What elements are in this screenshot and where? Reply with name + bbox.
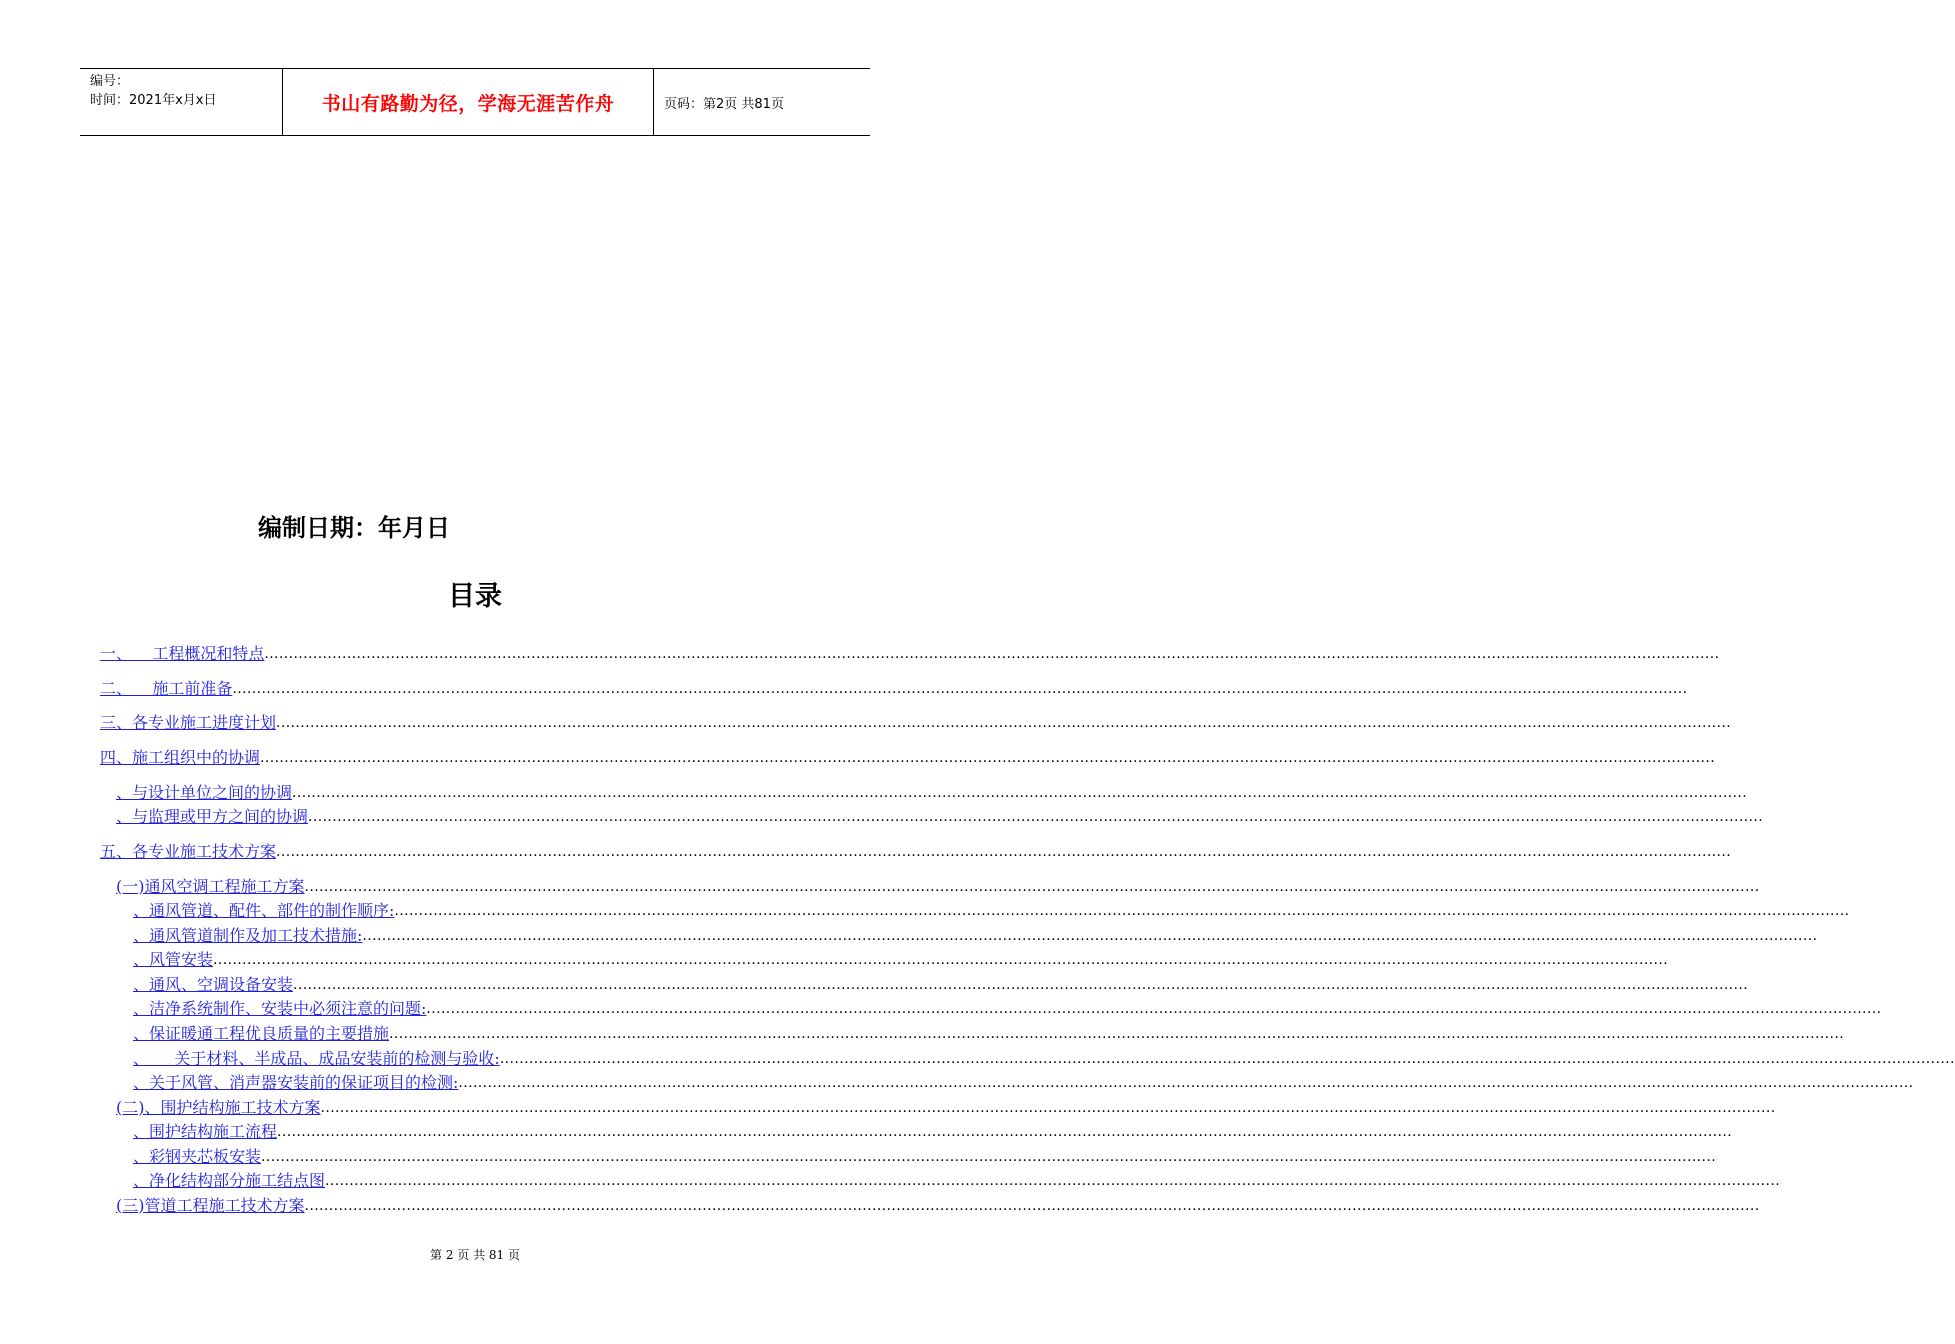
toc-entry[interactable] xyxy=(133,1022,1845,1044)
motto-text: 书山有路勤为径，学海无涯苦作舟 xyxy=(321,92,615,115)
toc-leader: ............................................................................................................................................................................................................................................................................................................ xyxy=(426,1001,1882,1017)
toc-link[interactable]: 、通风管道、配件、部件的制作顺序: xyxy=(133,901,395,920)
toc-entry[interactable] xyxy=(133,1120,1733,1142)
toc-leader: ............................................................................................................................................................................................................................................................................................................ xyxy=(292,785,1748,801)
toc-leader: ............................................................................................................................................................................................................................................................................................................ xyxy=(276,844,1732,860)
toc-entry[interactable] xyxy=(116,1096,1776,1118)
header-motto-cell xyxy=(282,69,654,135)
toc-entry[interactable] xyxy=(100,711,1732,733)
toc-entry[interactable] xyxy=(133,1071,1914,1093)
toc-entry[interactable] xyxy=(133,997,1882,1019)
number-label: 编号： xyxy=(90,74,130,89)
page-header xyxy=(80,68,870,136)
toc-leader: ............................................................................................................................................................................................................................................................................................................ xyxy=(304,1198,1760,1214)
toc-link[interactable]: 二、 施工前准备 xyxy=(100,679,233,698)
toc-leader: ............................................................................................................................................................................................................................................................................................................ xyxy=(320,1100,1776,1116)
toc-leader: ............................................................................................................................................................................................................................................................................................................ xyxy=(276,715,1732,731)
toc-link[interactable]: 、关于风管、消声器安装前的保证项目的检测: xyxy=(133,1073,459,1092)
toc-link[interactable]: 、与监理或甲方之间的协调 xyxy=(116,807,309,826)
toc-link[interactable]: 四、施工组织中的协调 xyxy=(100,748,261,767)
toc-entry[interactable] xyxy=(116,875,1760,897)
toc-entry[interactable] xyxy=(133,899,1850,921)
toc-link[interactable]: 五、各专业施工技术方案 xyxy=(100,842,277,861)
toc-link[interactable]: 、保证暖通工程优良质量的主要措施 xyxy=(133,1024,390,1043)
toc-entry[interactable] xyxy=(133,924,1818,946)
toc-leader: ............................................................................................................................................................................................................................................................................................................ xyxy=(362,928,1818,944)
toc-entry[interactable] xyxy=(133,973,1749,995)
toc-title: 目录 xyxy=(448,581,502,612)
toc-entry[interactable] xyxy=(100,840,1732,862)
toc-leader: ............................................................................................................................................................................................................................................................................................................ xyxy=(264,646,1720,662)
toc-leader: ............................................................................................................................................................................................................................................................................................................ xyxy=(304,879,1760,895)
toc-entry[interactable] xyxy=(116,805,1764,827)
toc-leader: ............................................................................................................................................................................................................................................................................................................ xyxy=(499,1051,1955,1067)
toc-link[interactable]: (三)管道工程施工技术方案 xyxy=(116,1196,305,1215)
toc-leader: ............................................................................................................................................................................................................................................................................................................ xyxy=(261,1149,1717,1165)
toc-link[interactable]: 、风管安装 xyxy=(133,950,214,969)
toc-link[interactable]: 、洁净系统制作、安装中必须注意的问题: xyxy=(133,999,427,1018)
toc-entry[interactable] xyxy=(116,1194,1760,1216)
toc-leader: ............................................................................................................................................................................................................................................................................................................ xyxy=(260,750,1716,766)
toc-entry[interactable] xyxy=(100,642,1720,664)
compile-date: 编制日期：年月日 xyxy=(258,514,450,542)
toc-link[interactable]: 、净化结构部分施工结点图 xyxy=(133,1171,326,1190)
toc-link[interactable]: 、通风管道制作及加工技术措施: xyxy=(133,926,363,945)
toc-link[interactable]: 、彩钢夹芯板安装 xyxy=(133,1147,262,1166)
toc-leader: ............................................................................................................................................................................................................................................................................................................ xyxy=(213,952,1669,968)
toc-entry[interactable] xyxy=(100,746,1716,768)
toc-entry[interactable] xyxy=(133,1169,1781,1191)
toc-entry[interactable] xyxy=(133,1145,1717,1167)
time-label: 时间：2021年x月x日 xyxy=(90,93,217,108)
toc-leader: ............................................................................................................................................................................................................................................................................................................ xyxy=(325,1173,1781,1189)
toc-leader: ............................................................................................................................................................................................................................................................................................................ xyxy=(277,1124,1733,1140)
toc-leader: ............................................................................................................................................................................................................................................................................................................ xyxy=(293,977,1749,993)
header-page-info: 页码：第2页 共81页 xyxy=(664,96,784,112)
toc-link[interactable]: 、围护结构施工流程 xyxy=(133,1122,278,1141)
toc-link[interactable]: (一)通风空调工程施工方案 xyxy=(116,877,305,896)
toc-link[interactable]: (二)、围护结构施工技术方案 xyxy=(116,1098,321,1117)
toc-link[interactable]: 、通风、空调设备安装 xyxy=(133,975,294,994)
toc-link[interactable]: 、与设计单位之间的协调 xyxy=(116,783,293,802)
page-footer: 第 2 页 共 81 页 xyxy=(430,1248,520,1262)
toc-entry[interactable] xyxy=(133,1047,1955,1069)
toc-entry[interactable] xyxy=(100,677,1688,699)
toc-leader: ............................................................................................................................................................................................................................................................................................................ xyxy=(308,809,1764,825)
toc-leader: ............................................................................................................................................................................................................................................................................................................ xyxy=(458,1075,1914,1091)
toc-entry[interactable] xyxy=(133,948,1669,970)
toc-entry[interactable] xyxy=(116,781,1748,803)
toc-link[interactable]: 三、各专业施工进度计划 xyxy=(100,713,277,732)
toc-leader: ............................................................................................................................................................................................................................................................................................................ xyxy=(232,681,1688,697)
toc-leader: ............................................................................................................................................................................................................................................................................................................ xyxy=(394,903,1850,919)
toc-link[interactable]: 、 关于材料、半成品、成品安装前的检测与验收: xyxy=(133,1049,500,1068)
toc-link[interactable]: 一、 工程概况和特点 xyxy=(100,644,265,663)
header-meta xyxy=(80,69,282,135)
toc-leader: ............................................................................................................................................................................................................................................................................................................ xyxy=(389,1026,1845,1042)
